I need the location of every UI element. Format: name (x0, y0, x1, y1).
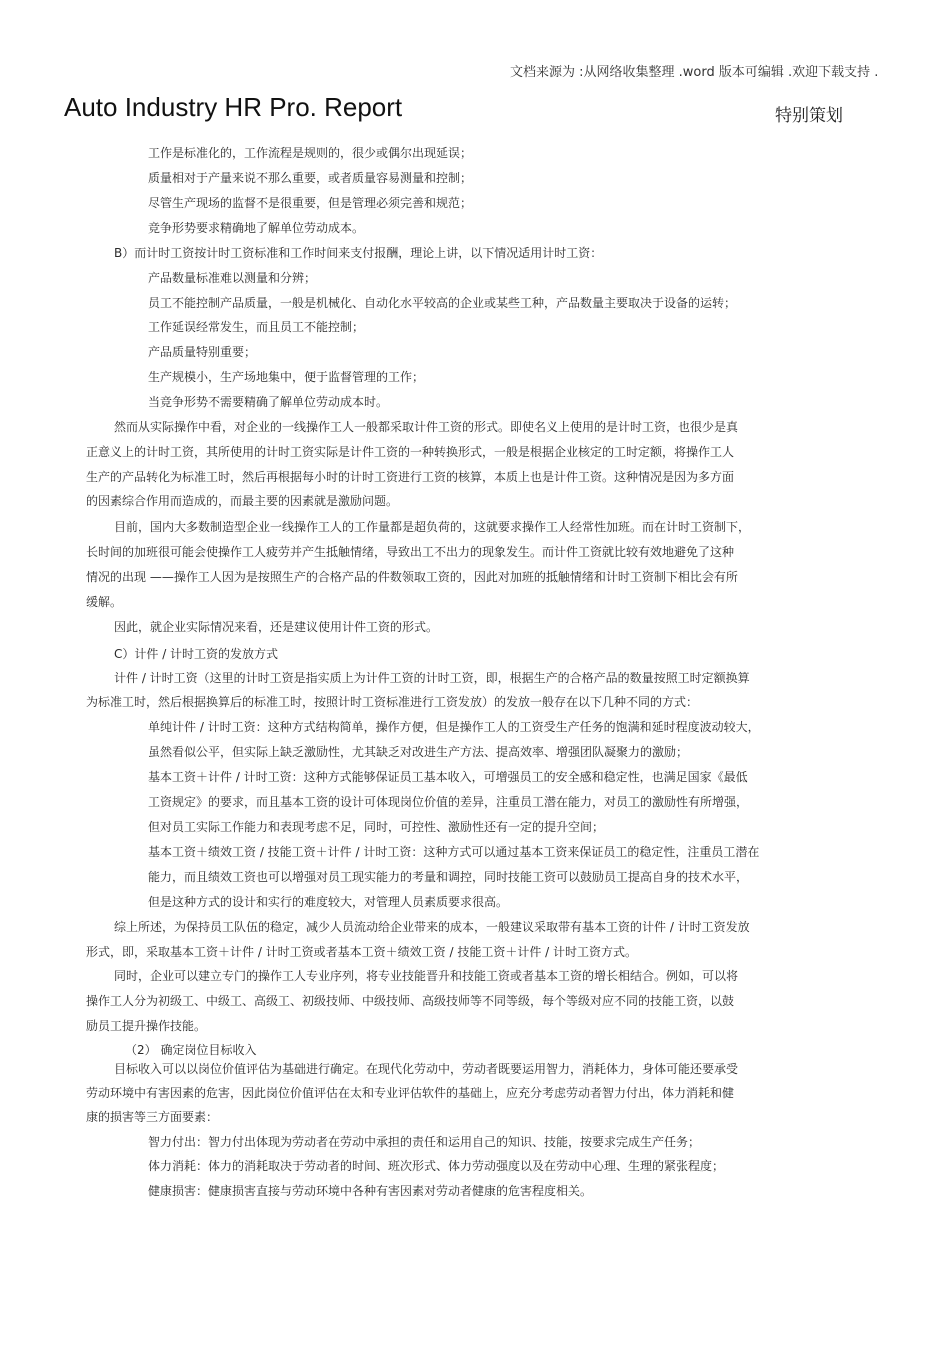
text-line: 缓解。 (86, 595, 123, 609)
source-note: 文档来源为 :从网络收集整理 .word 版本可编辑 .欢迎下载支持 . (510, 65, 879, 80)
text-line: 能力，而且绩效工资也可以增强对员工现实能力的考量和调控，同时技能工资可以鼓励员工提高自身的技术水平， (148, 870, 749, 884)
text-line: 虽然看似公平，但实际上缺乏激励性，尤其缺乏对改进生产方法、提高效率、增强团队凝聚力的激励； (148, 745, 689, 759)
text-line: 然而从实际操作中看，对企业的一线操作工人一般都采取计件工资的形式。即使名义上使用的是计时工资，也很少是真 (114, 420, 739, 434)
report-tag: 特别策划 (775, 106, 843, 126)
text-line: 员工不能控制产品质量，一般是机械化、自动化水平较高的企业或某些工种，产品数量主要取决于设备的运转； (148, 296, 737, 310)
text-line: 单纯计件 / 计时工资：这种方式结构简单，操作方便，但是操作工人的工资受生产任务的饱满和延时程度波动较大， (148, 720, 760, 734)
text-line: 励员工提升操作技能。 (86, 1019, 207, 1033)
text-line: 工作是标准化的，工作流程是规则的，很少或偶尔出现延误； (148, 146, 473, 160)
text-line: 操作工人分为初级工、中级工、高级工、初级技师、中级技师、高级技师等不同等级，每个等级对应不同的技能工资，以鼓 (86, 994, 735, 1008)
text-line: 生产规模小，生产场地集中，便于监督管理的工作； (148, 370, 425, 384)
text-line: 尽管生产现场的监督不是很重要，但是管理必须完善和规范； (148, 196, 473, 210)
text-line: B）而计时工资按计时工资标准和工作时间来支付报酬，理论上讲，以下情况适用计时工资： (114, 246, 603, 260)
text-line: 当竞争形势不需要精确了解单位劳动成本时。 (148, 395, 389, 409)
text-line: 生产的产品转化为标准工时，然后再根据每小时的计时工资进行工资的核算，本质上也是计件工资。这种情况是因为多方面 (86, 470, 735, 484)
text-line: 产品数量标准难以测量和分辨； (148, 271, 317, 285)
text-line: 劳动环境中有害因素的危害，因此岗位价值评估在太和专业评估软件的基础上，应充分考虑劳动者智力付出，体力消耗和健 (86, 1086, 735, 1100)
text-line: 体力消耗：体力的消耗取决于劳动者的时间、班次形式、体力劳动强度以及在劳动中心理、生理的紧张程度； (148, 1159, 725, 1173)
text-line: 因此，就企业实际情况来看，还是建议使用计件工资的形式。 (114, 620, 439, 634)
text-line: 为标准工时，然后根据换算后的标准工时，按照计时工资标准进行工资发放）的发放一般存在以下几种不同的方式： (86, 695, 699, 709)
text-line: 基本工资＋计件 / 计时工资：这种方式能够保证员工基本收入，可增强员工的安全感和稳定性，也满足国家《最低 (148, 770, 748, 784)
text-line: 同时，企业可以建立专门的操作工人专业序列，将专业技能晋升和技能工资或者基本工资的增长相结合。例如，可以将 (114, 969, 739, 983)
text-line: 智力付出：智力付出体现为劳动者在劳动中承担的责任和运用自己的知识、技能，按要求完成生产任务； (148, 1135, 701, 1149)
text-line: （2） 确定岗位目标收入 (125, 1043, 257, 1057)
text-line: 健康损害：健康损害直接与劳动环境中各种有害因素对劳动者健康的危害程度相关。 (148, 1184, 593, 1198)
text-line: 但对员工实际工作能力和表现考虑不足，同时，可控性、激励性还有一定的提升空间； (148, 820, 605, 834)
text-line: 质量相对于产量来说不那么重要，或者质量容易测量和控制； (148, 171, 473, 185)
report-title: Auto Industry HR Pro. Report (64, 92, 403, 122)
text-line: 基本工资＋绩效工资 / 技能工资＋计件 / 计时工资：这种方式可以通过基本工资来保证员工的稳定性，注重员工潜在 (148, 845, 760, 859)
text-line: C）计件 / 计时工资的发放方式 (114, 647, 279, 661)
text-line: 目前，国内大多数制造型企业一线操作工人的工作量都是超负荷的，这就要求操作工人经常性加班。而在计时工资制下， (114, 520, 751, 534)
text-line: 长时间的加班很可能会使操作工人疲劳并产生抵触情绪，导致出工不出力的现象发生。而计件工资就比较有效地避免了这种 (86, 545, 735, 559)
text-line: 计件 / 计时工资（这里的计时工资是指实质上为计件工资的计时工资，即，根据生产的合格产品的数量按照工时定额换算 (114, 671, 750, 685)
text-line: 工作延误经常发生，而且员工不能控制； (148, 320, 365, 334)
text-line: 产品质量特别重要； (148, 345, 257, 359)
text-line: 的因素综合作用而造成的，而最主要的因素就是激励问题。 (86, 494, 399, 508)
text-line: 情况的出现 ——操作工人因为是按照生产的合格产品的件数领取工资的，因此对加班的抵触情绪和计时工资制下相比会有所 (86, 570, 738, 584)
text-line: 康的损害等三方面要素： (86, 1110, 219, 1124)
text-line: 正意义上的计时工资，其所使用的计时工资实际是计件工资的一种转换形式，一般是根据企业核定的工时定额，将操作工人 (86, 445, 735, 459)
text-line: 形式，即，采取基本工资＋计件 / 计时工资或者基本工资＋绩效工资 / 技能工资＋计件 / 计时工资方式。 (86, 945, 638, 959)
text-line: 竞争形势要求精确地了解单位劳动成本。 (148, 221, 365, 235)
text-line: 工资规定》的要求，而且基本工资的设计可体现岗位价值的差异，注重员工潜在能力，对员工的激励性有所增强， (148, 795, 749, 809)
text-line: 目标收入可以以岗位价值评估为基础进行确定。在现代化劳动中，劳动者既要运用智力，消耗体力，身体可能还要承受 (114, 1062, 739, 1076)
text-line: 综上所述，为保持员工队伍的稳定，减少人员流动给企业带来的成本，一般建议采取带有基本工资的计件 / 计时工资发放 (114, 920, 750, 934)
text-line: 但是这种方式的设计和实行的难度较大，对管理人员素质要求很高。 (148, 895, 509, 909)
